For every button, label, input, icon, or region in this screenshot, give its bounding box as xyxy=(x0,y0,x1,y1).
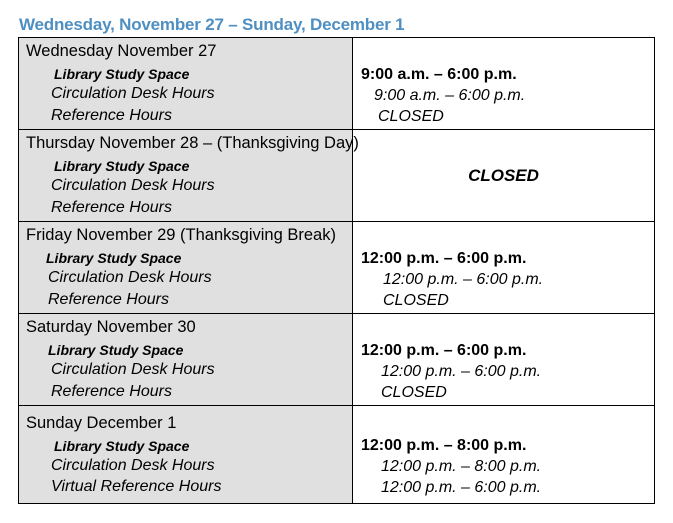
reference-hours: CLOSED xyxy=(381,384,447,401)
reference-hours: CLOSED xyxy=(383,292,449,309)
hours-cell xyxy=(353,222,655,314)
circulation-hours: 12:00 p.m. – 6:00 p.m. xyxy=(383,271,544,288)
day-label: Thursday November 28 – (Thanksgiving Day) xyxy=(26,134,359,152)
hours-table xyxy=(18,37,655,504)
table-row xyxy=(19,222,655,314)
circulation-label: Circulation Desk Hours xyxy=(51,85,215,102)
reference-hours: 12:00 p.m. – 6:00 p.m. xyxy=(381,479,542,496)
study-space-hours: 12:00 p.m. – 6:00 p.m. xyxy=(361,342,527,359)
study-space-label: Library Study Space xyxy=(46,250,182,266)
table-row xyxy=(19,406,655,504)
hours-cell xyxy=(353,406,655,504)
reference-label: Reference Hours xyxy=(51,383,172,400)
circulation-label: Circulation Desk Hours xyxy=(51,457,215,474)
circulation-hours: 12:00 p.m. – 8:00 p.m. xyxy=(381,458,542,475)
day-cell xyxy=(19,130,359,222)
page-heading: Wednesday, November 27 – Sunday, December 1 xyxy=(19,15,405,34)
day-cell xyxy=(19,38,353,130)
study-space-label: Library Study Space xyxy=(54,158,190,174)
circulation-label: Circulation Desk Hours xyxy=(51,177,215,194)
study-space-label: Library Study Space xyxy=(54,438,190,454)
table-row xyxy=(19,38,655,130)
study-space-label: Library Study Space xyxy=(48,342,184,358)
table-row xyxy=(19,130,655,222)
study-space-label: Library Study Space xyxy=(54,66,190,82)
study-space-hours: 9:00 a.m. – 6:00 p.m. xyxy=(361,66,517,83)
day-cell xyxy=(19,222,353,314)
day-label: Wednesday November 27 xyxy=(26,42,217,60)
hours-cell xyxy=(353,38,655,130)
circulation-label: Circulation Desk Hours xyxy=(48,269,212,286)
day-cell xyxy=(19,406,353,504)
reference-label: Reference Hours xyxy=(51,107,172,124)
reference-hours: CLOSED xyxy=(378,108,444,125)
reference-label: Reference Hours xyxy=(48,291,169,308)
circulation-hours: 9:00 a.m. – 6:00 p.m. xyxy=(374,87,526,104)
circulation-hours: 12:00 p.m. – 6:00 p.m. xyxy=(381,363,542,380)
day-label: Saturday November 30 xyxy=(26,318,196,336)
study-space-hours: 12:00 p.m. – 8:00 p.m. xyxy=(361,437,527,454)
day-label: Friday November 29 (Thanksgiving Break) xyxy=(26,226,336,244)
table-row xyxy=(19,314,655,406)
day-label: Sunday December 1 xyxy=(26,414,177,432)
circulation-label: Circulation Desk Hours xyxy=(51,361,215,378)
study-space-hours: 12:00 p.m. – 6:00 p.m. xyxy=(361,250,527,267)
reference-label: Reference Hours xyxy=(51,199,172,216)
hours-cell xyxy=(353,130,655,222)
hours-cell xyxy=(353,314,655,406)
reference-label: Virtual Reference Hours xyxy=(51,478,222,495)
closed-label: CLOSED xyxy=(468,166,539,185)
day-cell xyxy=(19,314,353,406)
